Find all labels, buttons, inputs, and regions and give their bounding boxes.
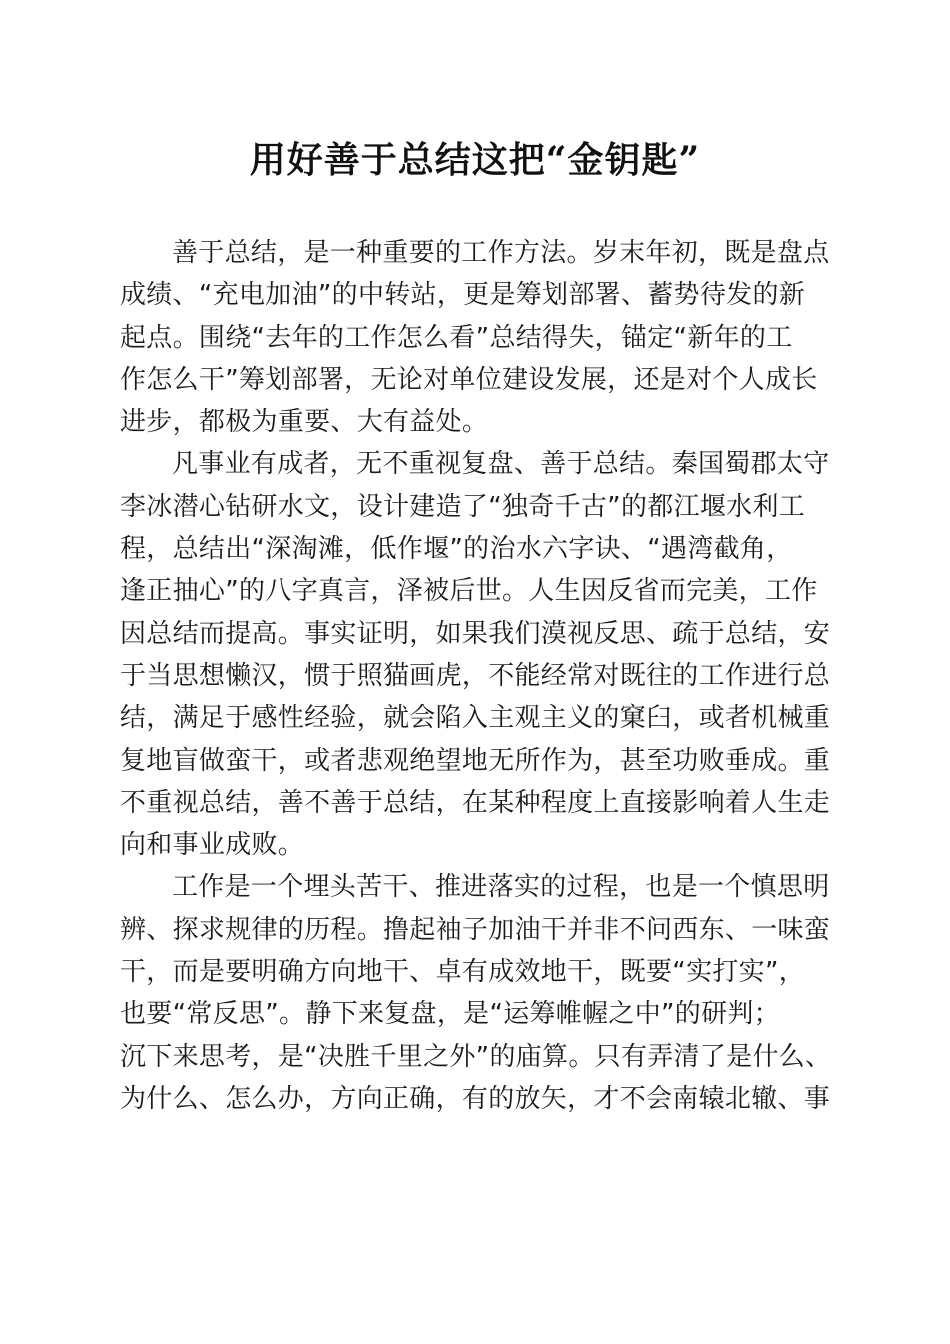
text-line: 于当思想懒汉，惯于照猫画虎，不能经常对既往的工作进行总 — [120, 660, 831, 691]
document-body — [120, 232, 836, 1120]
text-line: 为什么、怎么办，方向正确，有的放矢，才不会南辕北辙、事 — [120, 1083, 831, 1114]
paragraph-3 — [120, 866, 836, 1120]
text-line: 因总结而提高。事实证明，如果我们漠视反思、疏于总结，安 — [120, 618, 831, 649]
text-line: 作怎么干”筹划部署，无论对单位建设发展，还是对个人成长 — [120, 364, 818, 395]
text-line: 工作是一个埋头苦干、推进落实的过程，也是一个慎思明 — [172, 872, 830, 903]
text-line: 沉下来思考，是“决胜千里之外”的庙算。只有弄清了是什么、 — [120, 1041, 832, 1072]
text-line: 进步，都极为重要、大有益处。 — [120, 407, 489, 438]
text-line: 向和事业成败。 — [120, 830, 305, 861]
text-line: 凡事业有成者，无不重视复盘、善于总结。秦国蜀郡太守 — [172, 449, 830, 480]
text-line: 善于总结，是一种重要的工作方法。岁末年初，既是盘点 — [172, 238, 830, 268]
text-line: 起点。围绕“去年的工作怎么看”总结得失，锚定“新年的工 — [120, 322, 793, 353]
text-line: 辨、探求规律的历程。撸起袖子加油干并非不问西东、一味蛮 — [120, 914, 831, 945]
text-line: 复地盲做蛮干，或者悲观绝望地无所作为，甚至功败垂成。重 — [120, 745, 831, 776]
paragraph-1 — [120, 232, 836, 443]
text-line: 结，满足于感性经验，就会陷入主观主义的窠臼，或者机械重 — [120, 703, 831, 734]
text-line: 不重视总结，善不善于总结，在某种程度上直接影响着人生走 — [120, 787, 831, 818]
paragraph-2 — [120, 443, 836, 866]
text-line: 程，总结出“深淘滩，低作堰”的治水六字诀、“遇湾截角， — [120, 534, 793, 565]
text-line: 逢正抽心”的八字真言，泽被后世。人生因反省而完美，工作 — [120, 576, 818, 607]
text-line: 干，而是要明确方向地干、卓有成效地干，既要“实打实”， — [120, 957, 806, 988]
text-line: 李冰潜心钻研水文，设计建造了“独奇千古”的都江堰水利工 — [120, 491, 806, 522]
text-line: 也要“常反思”。静下来复盘，是“运筹帷幄之中”的研判； — [120, 999, 780, 1030]
document-title: 用好善于总结这把“金钥匙” — [249, 139, 701, 181]
text-line: 成绩、“充电加油”的中转站，更是筹划部署、蓄势待发的新 — [120, 280, 806, 311]
